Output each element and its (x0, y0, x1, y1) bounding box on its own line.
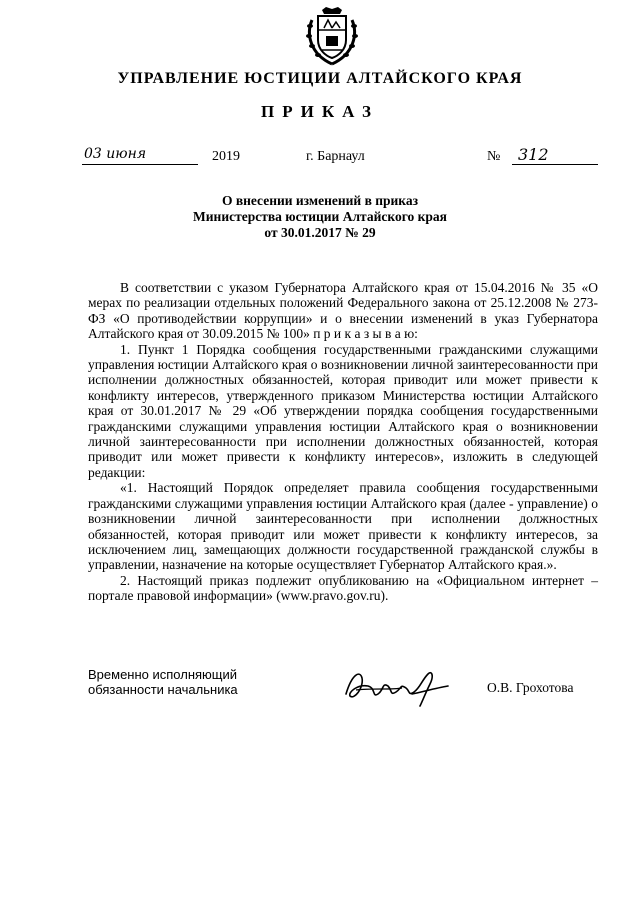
organization-title: УПРАВЛЕНИЕ ЮСТИЦИИ АЛТАЙСКОГО КРАЯ (117, 70, 523, 87)
paragraph-item-2: 2. Настоящий приказ подлежит опубликованию на «Официальном интернет – портале правовой информации» (www.pravo.gov.ru). (88, 572, 598, 604)
signer-name: О.В. Грохотова (487, 680, 574, 695)
number-field (512, 147, 598, 165)
paragraph-item-1: 1. Пункт 1 Порядка сообщения государственными гражданскими служащими управления юстиции Алтайского края о возникновении личной заинтересованности при исполнении должностных обязанностей, которая приводит или может привести к конфликту интересов, утвержденного приказом Министерства юстиции Алтайского края от 30.01.2017 № 29 «Об утверждении порядка сообщения государственными гражданскими служащими управления юстиции Алтайского края о возникновении личной заинтересованности при исполнении должностных обязанностей, которая приводит или может привести к конфликту интересов», изложить в следующей редакции: (88, 341, 598, 480)
number-sign: № (487, 149, 501, 164)
order-body (88, 280, 598, 604)
paragraph-quoted-text: «1. Настоящий Порядок определяет правила сообщения государственными гражданскими служащими управления юстиции Алтайского края (далее - управление) о возникновении личной заинтересованности при исполнении должностных обязанностей, которая приводит или может привести к конфликту интересов, за исключением лиц, замещающих должности государственной гражданской службы в управлении, назначение на которые осуществляет Губернатор Алтайского края.». (88, 480, 598, 573)
subject-line: Министерства юстиции Алтайского края (193, 209, 447, 224)
position-line: Временно исполняющий (88, 667, 238, 682)
date-field (82, 147, 198, 165)
year: 2019 (212, 149, 240, 164)
position-line: обязанности начальника (88, 682, 238, 697)
document-type: ПРИКАЗ (261, 102, 379, 121)
handwritten-number: 312 (518, 145, 549, 164)
subject-line: О внесении изменений в приказ (221, 193, 419, 208)
paragraph-preamble: В соответствии с указом Губернатора Алтайского края от 15.04.2016 № 35 «О мерах по реализации отдельных положений Федерального закона от 25.12.2008 № 273-ФЗ «О противодействии коррупции» и о внесении изменений в указ Губернатора Алтайского края от 30.09.2015 № 100» п р и к а з ы в а ю: (88, 280, 598, 342)
subject-line: от 30.01.2017 № 29 (264, 225, 376, 240)
signer-position (88, 667, 238, 697)
city: г. Барнаул (306, 149, 365, 164)
handwritten-date: 03 июня (84, 146, 147, 162)
signature-image (342, 664, 452, 708)
order-subject (0, 193, 640, 241)
coat-of-arms-icon (304, 6, 360, 68)
